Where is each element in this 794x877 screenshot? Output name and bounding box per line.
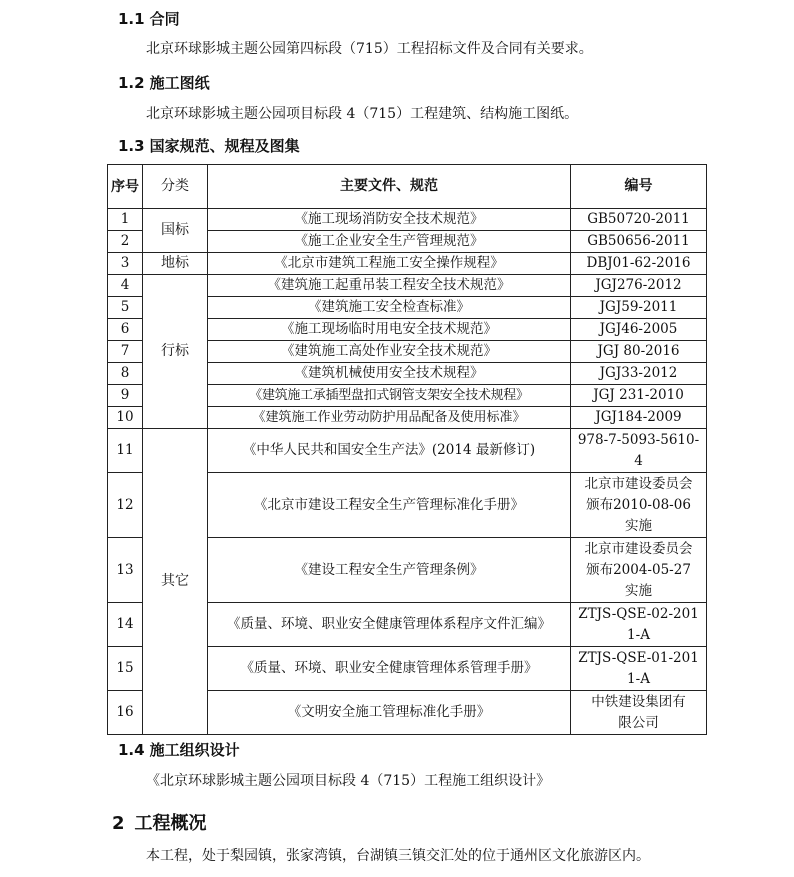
row-document: 《施工现场消防安全技术规范》 xyxy=(208,209,571,231)
row-code: GB50720-2011 xyxy=(571,209,707,231)
row-no: 8 xyxy=(108,363,143,385)
row-document: 《建筑施工高处作业安全技术规范》 xyxy=(208,341,571,363)
row-code: JGJ184-2009 xyxy=(571,407,707,429)
section-number: 1.3 xyxy=(118,137,145,155)
row-no: 2 xyxy=(108,231,143,253)
category-national: 国标 xyxy=(143,209,208,253)
row-document: 《北京市建筑工程施工安全操作规程》 xyxy=(208,253,571,275)
header-code: 编号 xyxy=(571,165,707,209)
header-document: 主要文件、规范 xyxy=(208,165,571,209)
header-no: 序号 xyxy=(108,165,143,209)
section-heading-1-2 xyxy=(118,74,210,92)
row-document: 《中华人民共和国安全生产法》(2014 最新修订) xyxy=(208,429,571,473)
row-document: 《建筑施工起重吊装工程安全技术规范》 xyxy=(208,275,571,297)
row-no: 3 xyxy=(108,253,143,275)
section-paragraph: 本工程，处于梨园镇，张家湾镇，台湖镇三镇交汇处的位于通州区文化旅游区内。 xyxy=(146,848,650,864)
chapter-number: 2 xyxy=(112,813,125,834)
row-code: JGJ 231-2010 xyxy=(571,385,707,407)
row-document: 《建设工程安全生产管理条例》 xyxy=(208,538,571,603)
row-code: DBJ01-62-2016 xyxy=(571,253,707,275)
row-code: JGJ46-2005 xyxy=(571,319,707,341)
category-local: 地标 xyxy=(143,253,208,275)
row-code: JGJ59-2011 xyxy=(571,297,707,319)
row-no: 1 xyxy=(108,209,143,231)
row-code: ZTJS-QSE-01-2011-A xyxy=(571,647,707,691)
row-no: 14 xyxy=(108,603,143,647)
section-paragraph: 《北京环球影城主题公园项目标段 4（715）工程施工组织设计》 xyxy=(146,773,551,789)
row-document: 《建筑施工作业劳动防护用品配备及使用标准》 xyxy=(208,407,571,429)
row-code: JGJ276-2012 xyxy=(571,275,707,297)
row-no: 6 xyxy=(108,319,143,341)
row-no: 10 xyxy=(108,407,143,429)
row-code: 北京市建设委员会颁布2010-08-06 实施 xyxy=(571,473,707,538)
table-header-row xyxy=(108,165,707,209)
section-heading-1-4 xyxy=(118,741,240,759)
row-document: 《建筑施工安全检查标准》 xyxy=(208,297,571,319)
row-document: 《质量、环境、职业安全健康管理体系程序文件汇编》 xyxy=(208,603,571,647)
row-code: JGJ 80-2016 xyxy=(571,341,707,363)
section-title: 国家规范、规程及图集 xyxy=(149,137,300,155)
section-number: 1.1 xyxy=(118,10,145,28)
table-row xyxy=(108,275,707,297)
row-code: 中铁建设集团有限公司 xyxy=(571,691,707,735)
category-industry: 行标 xyxy=(143,275,208,429)
row-document: 《文明安全施工管理标准化手册》 xyxy=(208,691,571,735)
row-document: 《建筑机械使用安全技术规程》 xyxy=(208,363,571,385)
row-no: 5 xyxy=(108,297,143,319)
section-number: 1.4 xyxy=(118,741,145,759)
row-code: 北京市建设委员会颁布2004-05-27 实施 xyxy=(571,538,707,603)
section-number: 1.2 xyxy=(118,74,145,92)
standards-table xyxy=(107,164,707,735)
row-code: JGJ33-2012 xyxy=(571,363,707,385)
row-code: GB50656-2011 xyxy=(571,231,707,253)
row-no: 7 xyxy=(108,341,143,363)
row-document: 《质量、环境、职业安全健康管理体系管理手册》 xyxy=(208,647,571,691)
row-no: 15 xyxy=(108,647,143,691)
section-paragraph: 北京环球影城主题公园项目标段 4（715）工程建筑、结构施工图纸。 xyxy=(146,106,579,122)
row-no: 12 xyxy=(108,473,143,538)
row-no: 4 xyxy=(108,275,143,297)
row-code: ZTJS-QSE-02-2011-A xyxy=(571,603,707,647)
row-document: 《北京市建设工程安全生产管理标准化手册》 xyxy=(208,473,571,538)
category-other: 其它 xyxy=(143,429,208,735)
chapter-title: 工程概况 xyxy=(134,813,207,834)
section-paragraph: 北京环球影城主题公园第四标段（715）工程招标文件及合同有关要求。 xyxy=(146,41,593,57)
row-no: 13 xyxy=(108,538,143,603)
table-row xyxy=(108,253,707,275)
table-row xyxy=(108,429,707,473)
row-no: 16 xyxy=(108,691,143,735)
section-title: 施工图纸 xyxy=(149,74,210,92)
section-heading-1-3 xyxy=(118,137,300,155)
row-no: 9 xyxy=(108,385,143,407)
chapter-heading-2 xyxy=(112,813,207,835)
table-row xyxy=(108,209,707,231)
row-document: 《施工现场临时用电安全技术规范》 xyxy=(208,319,571,341)
section-title: 合同 xyxy=(149,10,180,28)
row-document: 《施工企业安全生产管理规范》 xyxy=(208,231,571,253)
row-document: 《建筑施工承插型盘扣式钢管支架安全技术规程》 xyxy=(208,385,571,407)
row-code: 978-7-5093-5610-4 xyxy=(571,429,707,473)
row-no: 11 xyxy=(108,429,143,473)
header-category: 分类 xyxy=(143,165,208,209)
section-title: 施工组织设计 xyxy=(149,741,240,759)
section-heading-1-1 xyxy=(118,10,180,28)
